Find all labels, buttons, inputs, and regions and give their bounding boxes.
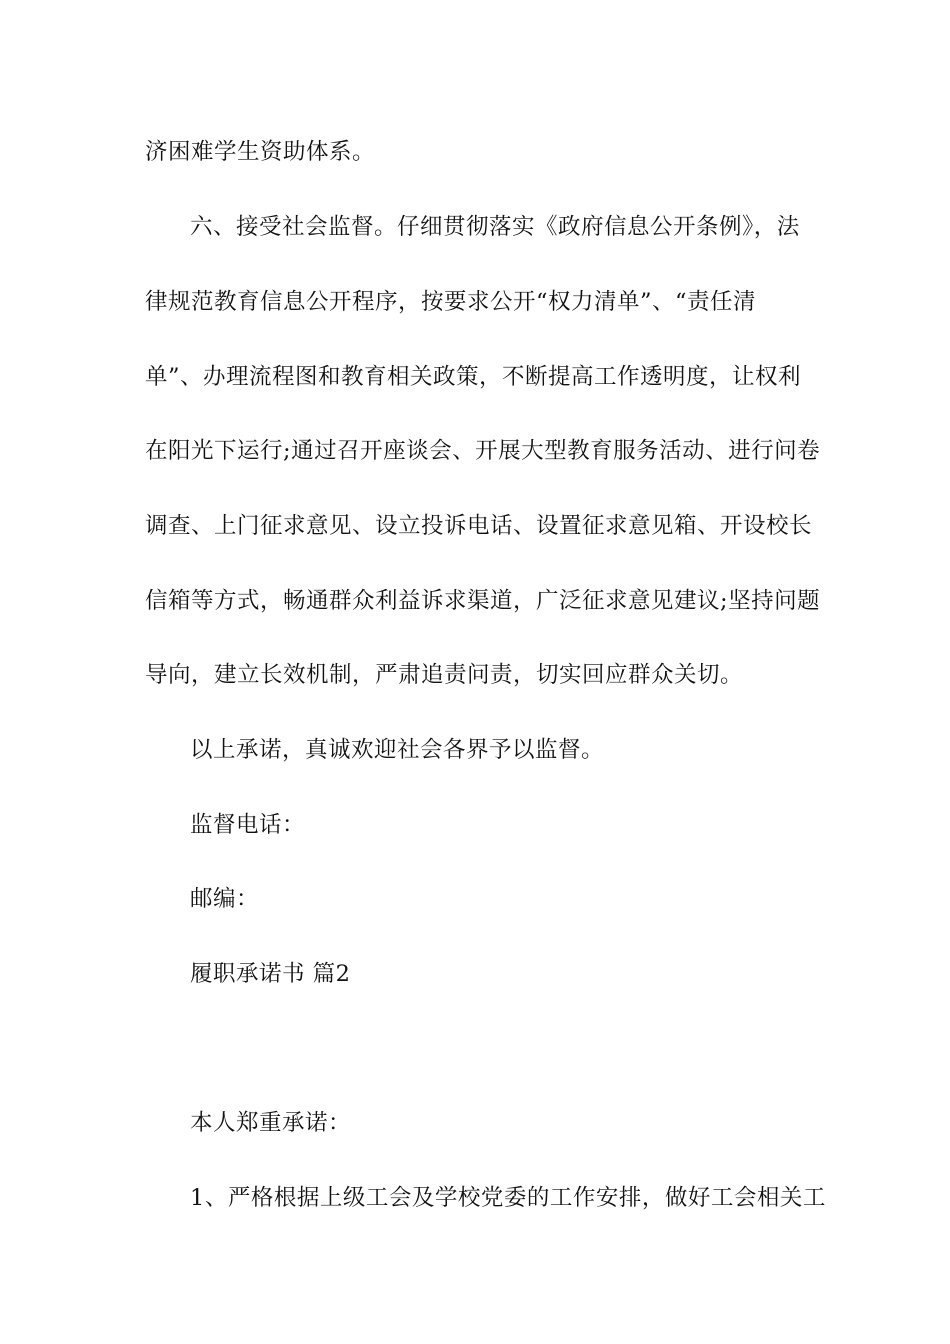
paragraph-line: 律规范教育信息公开程序，按要求公开“权力清单”、“责任清 xyxy=(145,289,757,315)
section-six-heading-line: 六、接受社会监督。仔细贯彻落实《政府信息公开条例》，法 xyxy=(190,214,800,240)
paragraph-line: 信箱等方式，畅通群众利益诉求渠道，广泛征求意见建议;坚持问题 xyxy=(145,588,821,614)
paragraph-line: 单”、办理流程图和教育相关政策，不断提高工作透明度，让权利 xyxy=(145,364,802,390)
paragraph-line: 调查、上门征求意见、设立投诉电话、设置征求意见箱、开设校长 xyxy=(145,513,813,539)
paragraph-line: 济困难学生资助体系。 xyxy=(145,139,376,165)
postal-code-label: 邮编： xyxy=(190,886,260,912)
closing-statement: 以上承诺，真诚欢迎社会各界予以监督。 xyxy=(190,737,605,763)
supervision-phone-label: 监督电话： xyxy=(190,812,306,838)
section-title: 履职承诺书 篇2 xyxy=(190,961,351,987)
paragraph-line: 导向，建立长效机制，严肃追责问责，切实回应群众关切。 xyxy=(145,662,744,688)
paragraph-line: 在阳光下运行;通过召开座谈会、开展大型教育服务活动、进行问卷 xyxy=(145,438,821,464)
commitment-intro: 本人郑重承诺： xyxy=(190,1110,352,1136)
commitment-item-1: 1、严格根据上级工会及学校党委的工作安排，做好工会相关工 xyxy=(190,1185,826,1211)
